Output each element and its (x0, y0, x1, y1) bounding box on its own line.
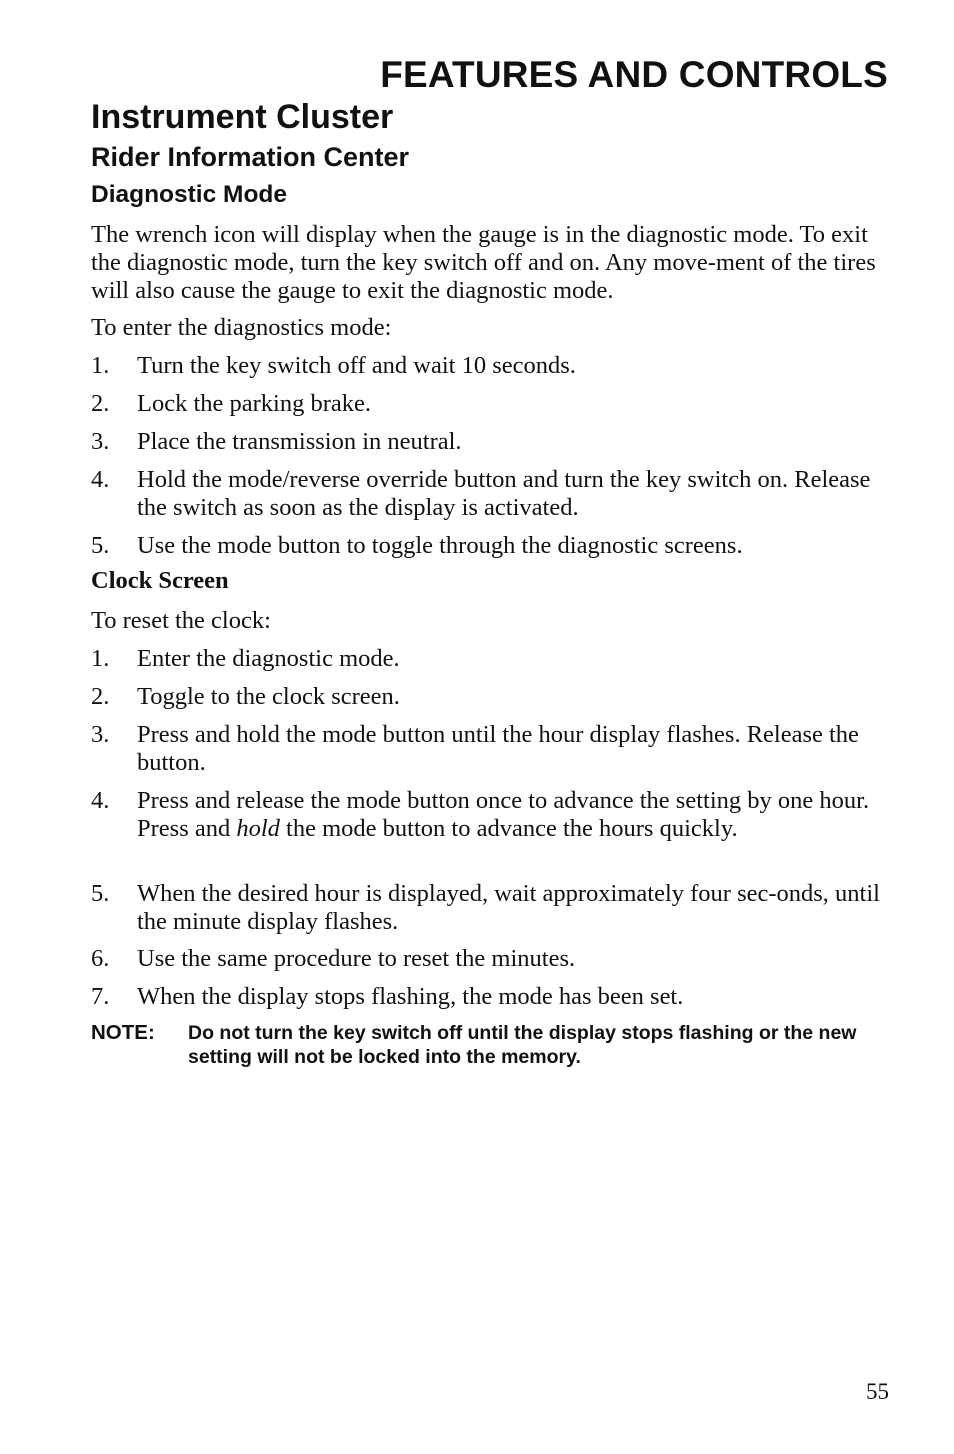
enter-step (91, 390, 891, 418)
step-text (137, 787, 891, 843)
clock-step (91, 683, 891, 711)
clock-step (91, 983, 891, 1011)
note-label: NOTE: (91, 1021, 155, 1044)
clock-step (91, 945, 891, 973)
step-text: Press and hold the mode button until the hour display flashes. Release the button. (137, 721, 859, 776)
clock-step (91, 645, 891, 673)
step-text: When the desired hour is displayed, wait approximately four sec-onds, until the minute display flashes. (137, 880, 880, 935)
enter-step (91, 428, 891, 456)
step-text-part: the mode button to advance the hours quickly. (279, 815, 738, 842)
enter-step (91, 532, 891, 560)
step-number: 2. (91, 683, 110, 710)
step-number: 3. (91, 428, 110, 455)
subsection-title: Rider Information Center (91, 142, 410, 172)
step-text: Toggle to the clock screen. (137, 683, 400, 710)
step-number: 4. (91, 466, 110, 493)
step-number: 1. (91, 352, 110, 379)
step-text-part: Press and release the mode button once to advance the setting by one hour. Press and (137, 787, 870, 842)
step-text-emphasis: hold (236, 815, 280, 842)
chapter-title: FEATURES AND CONTROLS (380, 54, 888, 95)
step-number: 4. (91, 787, 110, 814)
section-title: Instrument Cluster (91, 98, 394, 136)
step-number: 2. (91, 390, 110, 417)
enter-step (91, 352, 891, 380)
topic-title: Diagnostic Mode (91, 181, 288, 208)
step-text: Turn the key switch off and wait 10 seconds. (137, 352, 576, 379)
enter-step (91, 466, 891, 522)
step-text: Use the same procedure to reset the minutes. (137, 945, 576, 972)
note-text: Do not turn the key switch off until the display stops flashing or the new setting will not be locked into the memory. (188, 1022, 857, 1068)
step-number: 5. (91, 880, 110, 907)
clock-lead: To reset the clock: (91, 607, 271, 634)
step-number: 5. (91, 532, 110, 559)
step-number: 3. (91, 721, 110, 748)
clock-step (91, 721, 891, 777)
enter-lead: To enter the diagnostics mode: (91, 314, 392, 341)
clock-step (91, 787, 891, 843)
note-block (91, 1021, 891, 1069)
intro-paragraph: The wrench icon will display when the gauge is in the diagnostic mode. To exit the diagnostic mode, turn the key switch off and on. Any move-ment of the tires will also cause the gauge to exit the diagnostic mode. (91, 221, 876, 304)
step-text: Hold the mode/reverse override button and turn the key switch on. Release the switch as soon as the display is activated. (137, 466, 871, 521)
step-text: When the display stops flashing, the mode has been set. (137, 983, 684, 1010)
step-number: 6. (91, 945, 110, 972)
step-text: Place the transmission in neutral. (137, 428, 462, 455)
clock-step (91, 880, 891, 936)
step-number: 1. (91, 645, 110, 672)
step-number: 7. (91, 983, 110, 1010)
page-number: 55 (866, 1379, 889, 1404)
step-text: Enter the diagnostic mode. (137, 645, 400, 672)
step-text: Use the mode button to toggle through the diagnostic screens. (137, 532, 743, 559)
step-text: Lock the parking brake. (137, 390, 372, 417)
clock-heading: Clock Screen (91, 567, 229, 594)
